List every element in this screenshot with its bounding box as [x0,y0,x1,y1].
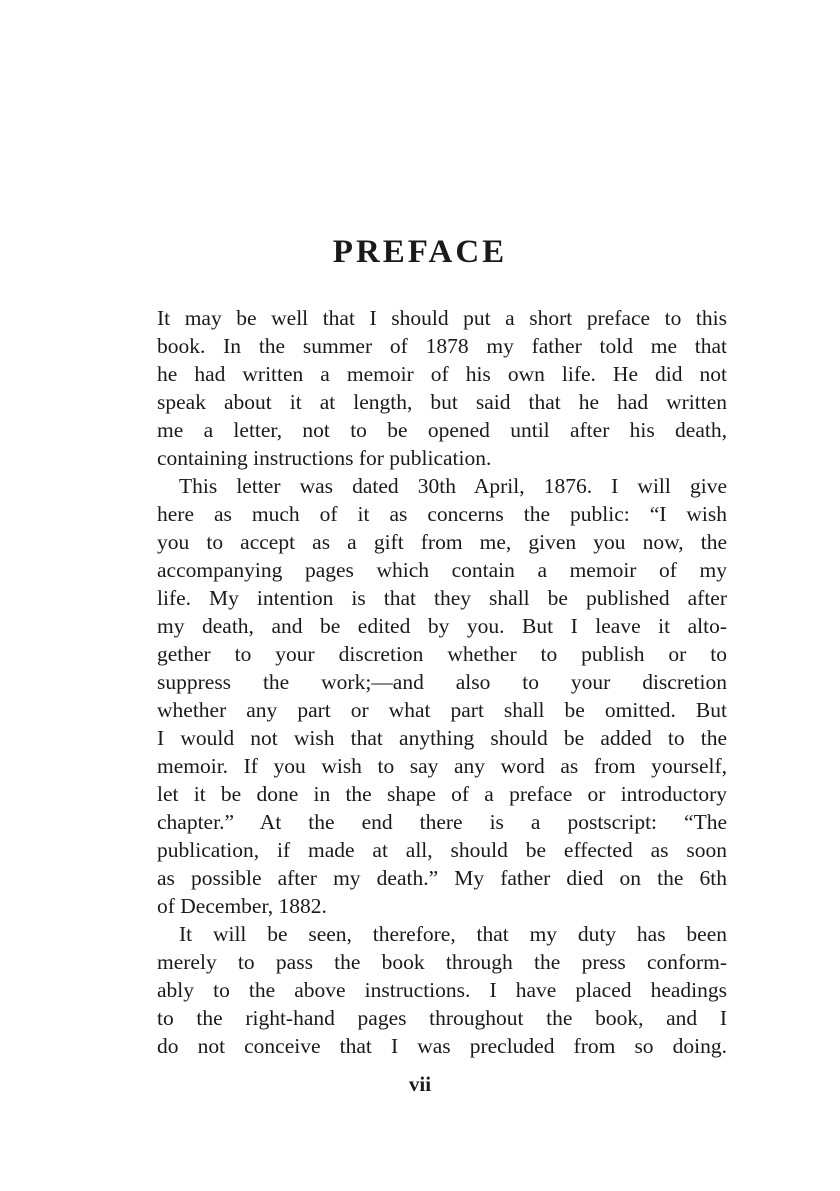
text-line: do not conceive that I was precluded from so doing. [157,1034,727,1058]
text-line: It may be well that I should put a short preface to this [157,306,727,330]
text-line: suppress the work;—and also to your discretion [157,670,727,694]
text-line: me a letter, not to be opened until after his death, [157,418,727,442]
text-line: accompanying pages which contain a memoir of my [157,558,727,582]
text-line: you to accept as a gift from me, given you now, the [157,530,727,554]
text-line: merely to pass the book through the press conform- [157,950,727,974]
text-line: to the right-hand pages throughout the book, and I [157,1006,727,1030]
preface-body [157,304,727,1060]
text-line: speak about it at length, but said that he had written [157,390,727,414]
text-line: This letter was dated 30th April, 1876. I will give [179,474,727,498]
text-line: containing instructions for publication. [157,446,492,470]
text-line: chapter.” At the end there is a postscript: “The [157,810,727,834]
text-line: book. In the summer of 1878 my father told me that [157,334,727,358]
text-line: publication, if made at all, should be effected as soon [157,838,727,862]
text-line: It will be seen, therefore, that my duty has been [179,922,727,946]
text-line: he had written a memoir of his own life. He did not [157,362,727,386]
page-title: PREFACE [332,234,508,270]
text-line: I would not wish that anything should be added to the [157,726,727,750]
text-line: let it be done in the shape of a preface or introductory [157,782,727,806]
text-line: of December, 1882. [157,894,327,918]
text-line: as possible after my death.” My father died on the 6th [157,866,727,890]
text-line: gether to your discretion whether to publish or to [157,642,727,666]
text-line: ably to the above instructions. I have placed headings [157,978,727,1002]
text-line: life. My intention is that they shall be published after [157,586,727,610]
text-line: memoir. If you wish to say any word as from yourself, [157,754,727,778]
text-line: my death, and be edited by you. But I leave it alto- [157,614,727,638]
text-line: here as much of it as concerns the public: “I wish [157,502,727,526]
page-number: vii [408,1072,432,1096]
text-line: whether any part or what part shall be omitted. But [157,698,727,722]
